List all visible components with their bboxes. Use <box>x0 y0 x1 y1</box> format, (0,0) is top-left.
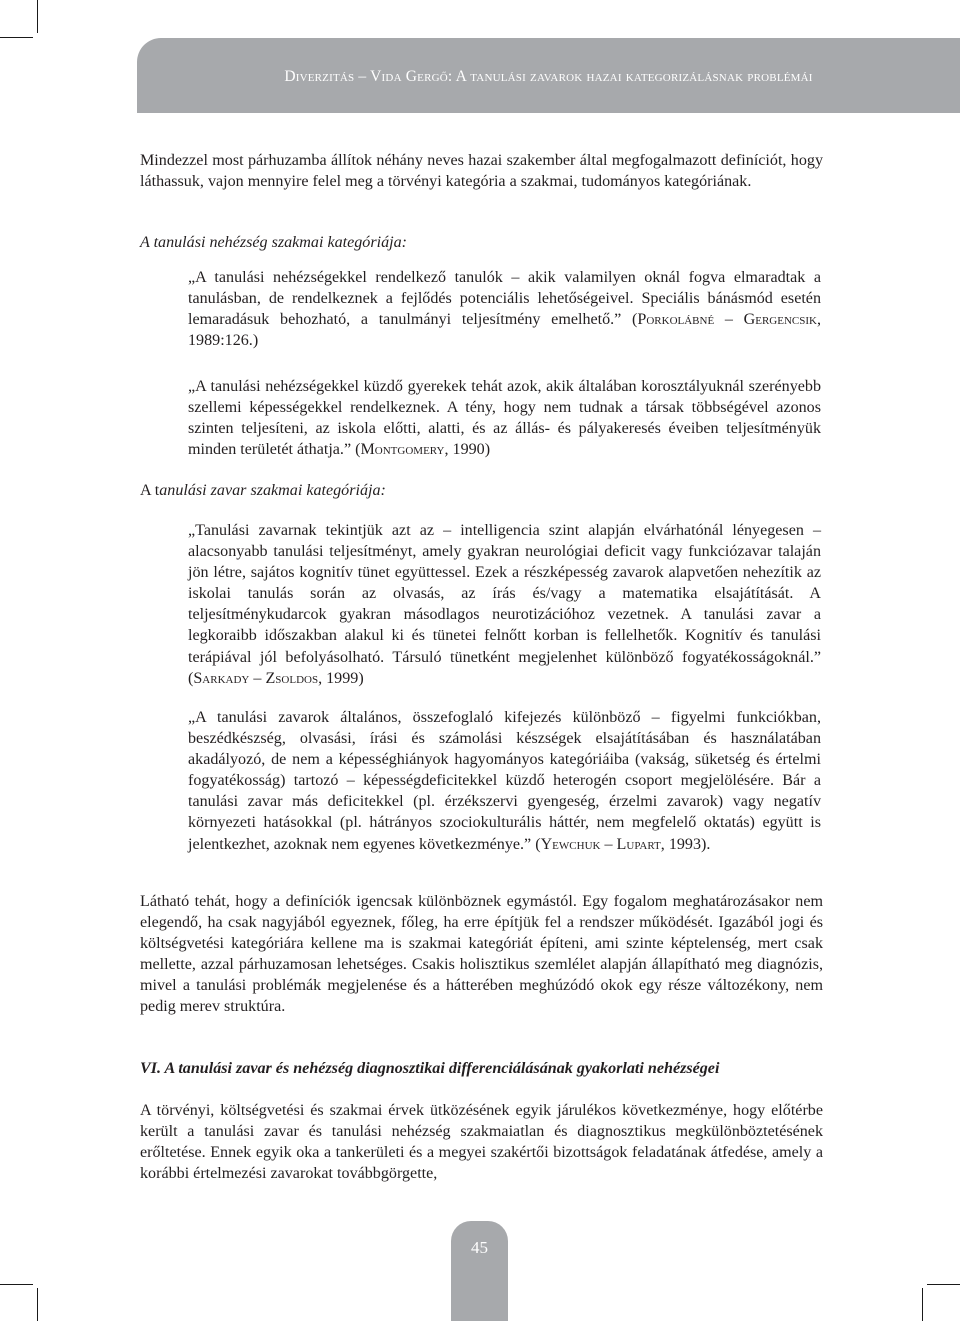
subheading-learning-difficulty: A tanulási nehézség szakmai kategóriája: <box>140 234 408 251</box>
page-number: 45 <box>471 1238 488 1257</box>
crop-mark-bottom-left-vertical <box>37 1288 38 1321</box>
quote-montgomery <box>188 376 821 460</box>
subheading-learning-disorder <box>140 482 386 500</box>
crop-mark-bottom-left-horizontal <box>0 1284 33 1285</box>
section-title: VI. A tanulási zavar és nehézség diagnosztikai differenciálásának gyakorlati nehézségei <box>140 1060 720 1077</box>
crop-mark-top-left-vertical <box>37 0 38 33</box>
citation-authors: Sarkady – Zsoldos <box>193 669 319 687</box>
citation-authors: Yewchuk – Lupart <box>540 835 661 853</box>
section-paragraph: A törvényi, költségvetési és szakmai érvek ütközésének egyik járulékos következménye, hogy előtérbe került a tanulási zavar és tanulási nehézség szakmaiatlan és diagnosztikus megkülönböztetésének erőltetése. Ennek egyik oka a tankerületi és a megyei szakértői bizottságok feladatának átfedése, amely a korábbi értelmezési zavarokat továbbgörgette, <box>140 1102 823 1183</box>
quote-text: „A tanulási zavarok általános, összefoglaló kifejezés különböző – figyelmi funkciókban, beszédkészség, olvasási, írási és számolási készségek elsajátításában és használatában akadályozó, de nem a képességhiányok hagyományos kategóriáiba (vakság, süketség és értelmi fogyatékosság) tartozó – képességdeficitekkel küzdő heterogén csoport megjelölésére. Bár a tanulási zavar más deficitekkel (pl. érzékszervi gyengeség, érzelmi zavarok) vagy negatív környezeti hatásokkal (pl. hátrányos szociokulturális háttér, nem megfelelő oktatás) együtt is jelentkezhet, azoknak nem egyenes következménye.” ( <box>188 709 821 853</box>
running-header-title: Diverzitás – Vida Gergő: A tanulási zavarok hazai kategorizálásnak problémái <box>284 68 813 85</box>
page-number-tab <box>451 1221 508 1321</box>
citation-authors: Porkolábné – Gergencsik <box>637 311 817 329</box>
quote-yewchuk-lupart <box>188 707 821 855</box>
running-header-band <box>137 38 960 113</box>
citation-authors: Montgomery <box>360 441 445 459</box>
subheading-rest: anulási zavar szakmai kategóriája: <box>159 482 386 499</box>
quote-text: „Tanulási zavarnak tekintjük azt az – intelligencia szint alapján elvárhatónál lényegesen – alacsonyabb tanulási teljesítményt, amely gyakran neurológiai deficit vagy funkciózavar talaján jön létre, sajátos kognitív tünet együttessel. Ezek a részképesség zavarok alapvetően nehezítik az iskolai tanulás során az olvasás, az írás és/vagy a matematika elsajátítását. A teljesítménykudarcok gyakran másodlagos neurotizációhoz vezetnek. A tanulási zavar a legkoraibb időszakban alakul ki és tünetei felnőtt korban is fellelhetők. Kognitív és tanulási terápiával jól befolyásolható. Társuló tünetként megjelenhet különböző fogyatékosságoknál.” ( <box>188 522 821 687</box>
citation-year: , 1993). <box>660 835 711 853</box>
crop-mark-top-left-horizontal <box>0 37 33 38</box>
quote-porkolabne <box>188 267 821 351</box>
intro-paragraph: Mindezzel most párhuzamba állítok néhány neves hazai szakember által megfogalmazott definíciót, hogy láthassuk, vajon mennyire felel meg a törvényi kategória a szakmai, tudományos kategóriának. <box>140 152 823 191</box>
crop-mark-bottom-right-horizontal <box>927 1284 960 1285</box>
citation-year: , 1999) <box>318 669 364 687</box>
subheading-prefix: A t <box>140 482 160 499</box>
citation-year: , 1989:126.) <box>188 311 821 350</box>
quote-sarkady-zsoldos <box>188 520 821 689</box>
quote-text: „A tanulási nehézségekkel küzdő gyerekek tehát azok, akik általában korosztályuknál szerényebb szellemi képességekkel rendelkeznek. A tény, hogy nem tudnak a társak többségével azonos szinten teljesíteni, az iskola előtti, alatti, és az állás- és pályakeresés éveiben teljesítményük minden területét áthatja.” ( <box>188 378 821 459</box>
citation-year: , 1990) <box>444 441 491 459</box>
conclusion-paragraph: Látható tehát, hogy a definíciók igencsak különböznek egymástól. Egy fogalom meghatározásakor nem elegendő, ha csak nagyjából egyeznek, főleg, ha erre építjük fel a rendszer működését. Igazából jogi és költségvetési kategóriára kellene ma is szakmai kategóriát építeni, ami szinte képtelenség, mert csak mellette, azzal párhuzamosan lehetséges. Csakis holisztikus szemlélet alapján állapítható meg diagnózis, mivel a tanulási problémák megjelenése és a hátterében meghúzódó okok egy része változékony, nem pedig merev struktúra. <box>140 893 823 1016</box>
quote-text: „A tanulási nehézségekkel rendelkező tanulók – akik valamilyen oknál fogva elmaradtak a tanulásban, de rendelkeznek a fejlődés potenciális lehetőségeivel. Speciális bánásmód esetén lemaradásuk behozható, a tanulmányi teljesítmény emelhető.” ( <box>188 269 821 329</box>
crop-mark-bottom-right-vertical <box>922 1288 923 1321</box>
